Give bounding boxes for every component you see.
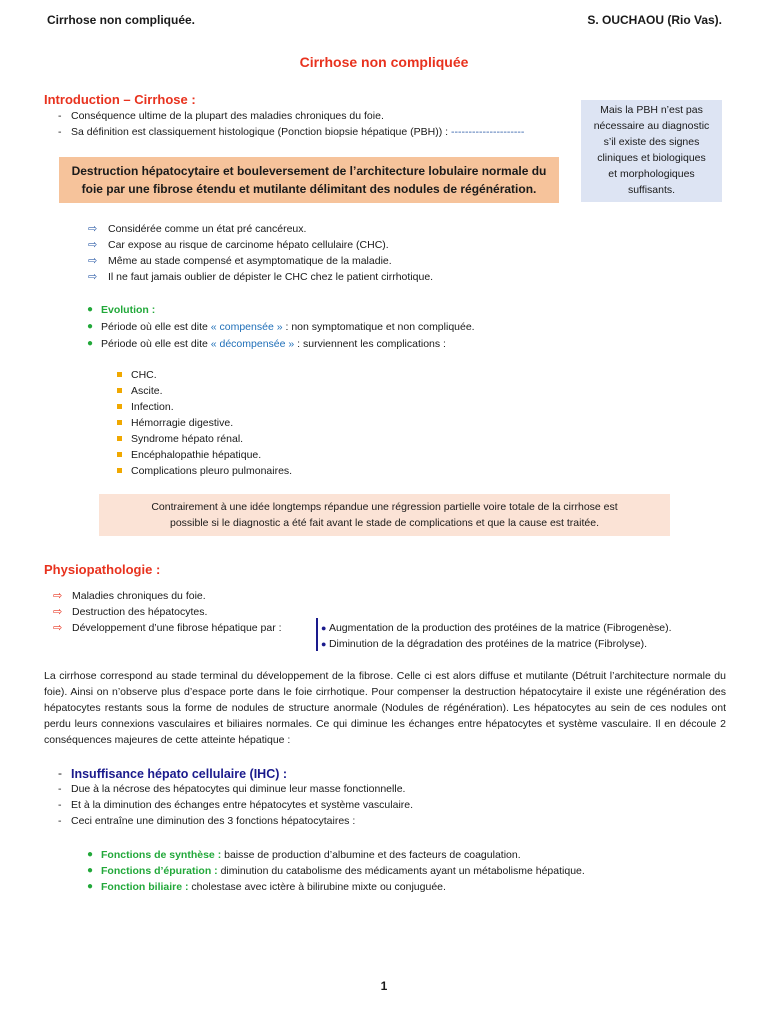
list-item: Complications pleuro pulmonaires.: [117, 463, 292, 479]
functions-list: [87, 847, 585, 895]
list-item: ● Diminution de la dégradation des protéines de la matrice (Fibrolyse).: [321, 638, 648, 650]
list-item: ⇨ Il ne faut jamais oublier de dépister le CHC chez le patient cirrhotique.: [88, 271, 434, 283]
square-bullet-icon: [117, 372, 122, 377]
list-item: Syndrome hépato rénal.: [117, 431, 292, 447]
list-item: ● Fonctions d’épuration : diminution du catabolisme des médicaments ayant un métabolisme hépatique.: [87, 865, 585, 877]
list-item: ⇨ Même au stade compensé et asymptomatique de la maladie.: [88, 255, 392, 267]
definition-line: Destruction hépatocytaire et bouleversement de l’architecture lobulaire normale du: [71, 164, 547, 178]
physio-arrow-list: [38, 588, 282, 636]
list-item: Hémorragie digestive.: [117, 415, 292, 431]
list-item: ● Fonctions de synthèse : baisse de production d’albumine et des facteurs de coagulation.: [87, 849, 521, 861]
definition-line: foie par une fibrose étendu et mutilante délimitant des nodules de régénération.: [81, 182, 537, 196]
side-note-line: nécessaire au diagnostic: [593, 120, 710, 132]
evolution-label: Evolution :: [101, 304, 156, 316]
list-item: ⇨ Développement d’une fibrose hépatique par :: [53, 622, 282, 634]
list-item: Encéphalopathie hépatique.: [117, 447, 292, 463]
list-item: ⇨ Considérée comme un état pré cancéreux.: [88, 223, 307, 235]
square-bullet-icon: [117, 436, 122, 441]
compensee-term: « compensée »: [210, 321, 283, 333]
page-number: 1: [380, 979, 388, 993]
bullet-icon: ●: [87, 338, 94, 349]
arrow-icon: ⇨: [53, 590, 63, 602]
list-item: ● Fonction biliaire : cholestase avec ictère à bilirubine mixte ou conjuguée.: [87, 881, 446, 893]
list-item: Infection.: [117, 399, 292, 415]
ihc-list: [43, 781, 413, 829]
list-item: - Conséquence ultime de la plupart des maladies chroniques du foie.: [58, 110, 384, 122]
intro-arrow-list: [84, 221, 433, 285]
note-line: Contrairement à une idée longtemps répandue une régression partielle voire totale de la cirrhose est: [151, 501, 618, 513]
arrow-icon: ⇨: [88, 239, 98, 251]
bullet-icon: ●: [321, 623, 329, 633]
list-item: ● Augmentation de la production des protéines de la matrice (Fibrogenèse).: [321, 622, 672, 634]
square-bullet-icon: [117, 452, 122, 457]
header-right: S. OUCHAOU (Rio Vas).: [587, 13, 722, 27]
bullet-icon: ●: [87, 321, 94, 332]
list-item: - Sa définition est classiquement histologique (Ponction biopsie hépatique (PBH)) : ---------------------: [58, 126, 525, 138]
fibrosis-list: [321, 620, 672, 652]
arrow-icon: ⇨: [53, 622, 63, 634]
side-note-line: suffisants.: [627, 184, 676, 196]
bracket-line: [316, 618, 318, 651]
list-item: CHC.: [117, 367, 292, 383]
square-bullet-icon: [117, 468, 122, 473]
side-note-box: [581, 100, 722, 202]
ihc-heading: Insuffisance hépato cellulaire (IHC) :: [71, 767, 288, 781]
decompensee-term: « décompensée »: [210, 338, 295, 350]
square-bullet-icon: [117, 404, 122, 409]
header-left: Cirrhose non compliquée.: [47, 13, 196, 27]
intro-list: [43, 108, 524, 140]
list-item: ● Période où elle est dite « compensée » : non symptomatique et non compliquée.: [87, 321, 475, 333]
bullet-icon: ●: [87, 304, 94, 315]
side-note-line: Mais la PBH n’est pas: [600, 104, 703, 116]
arrow-icon: ⇨: [88, 255, 98, 267]
list-item: Ascite.: [117, 383, 292, 399]
page-title: Cirrhose non compliquée: [299, 54, 469, 70]
bullet-icon: ●: [321, 639, 329, 649]
side-note-line: s’il existe des signes: [603, 136, 700, 148]
bullet-icon: ●: [87, 881, 94, 892]
list-item: ⇨ Destruction des hépatocytes.: [53, 606, 208, 618]
list-item: - Insuffisance hépato cellulaire (IHC) :: [58, 766, 288, 781]
arrow-icon: ⇨: [88, 223, 98, 235]
physio-heading: Physiopathologie :: [44, 562, 161, 577]
arrow-icon: ⇨: [53, 606, 63, 618]
side-note-line: et morphologiques: [608, 168, 695, 180]
list-item: - Due à la nécrose des hépatocytes qui diminue leur masse fonctionnelle.: [58, 783, 406, 795]
evolution-list: [87, 302, 475, 353]
definition-box: [59, 157, 559, 203]
bullet-icon: ●: [87, 849, 94, 860]
arrow-icon: ⇨: [88, 271, 98, 283]
list-item: - Et à la diminution des échanges entre hépatocytes et système vasculaire.: [58, 799, 414, 811]
list-item: [87, 302, 475, 319]
square-bullet-icon: [117, 388, 122, 393]
list-item: ⇨ Car expose au risque de carcinome hépato cellulaire (CHC).: [88, 239, 389, 251]
dashed-connector: ---------------------: [450, 126, 525, 138]
list-item: - Ceci entraîne une diminution des 3 fonctions hépatocytaires :: [58, 815, 356, 827]
side-note-line: cliniques et biologiques: [597, 152, 706, 164]
intro-heading: Introduction – Cirrhose :: [44, 92, 196, 107]
note-line: possible si le diagnostic a été fait avant le stade de complications et que la cause est traitée.: [169, 517, 599, 529]
bullet-icon: ●: [87, 865, 94, 876]
list-item: ⇨ Maladies chroniques du foie.: [53, 590, 206, 602]
regression-note-box: [99, 494, 670, 536]
square-bullet-icon: [117, 420, 122, 425]
complications-list: [117, 367, 292, 479]
list-item: ● Période où elle est dite « décompensée » : surviennent les complications :: [87, 338, 446, 350]
physio-paragraph: La cirrhose correspond au stade terminal du développement de la fibrose. Celle ci est alors diffuse et mutilante (Détruit l’architecture normale du foie). Ainsi on n’observe plus d’espace porte dans le foie cirrhotique. Pour compenser la destruction hépatocytaire il existe une régénération des hépatocytes restants sous la forme de nodules de structure anormale (Nodules de régénération). Les hépatocytes au sein de ces nodules ont perdu leurs connexions vasculaires et biliaires normales. Ce qui diminue les échanges entre hépatocytes et système vasculaire. Il en découle 2 conséquences majeures de cette atteinte hépatique :: [44, 670, 726, 746]
